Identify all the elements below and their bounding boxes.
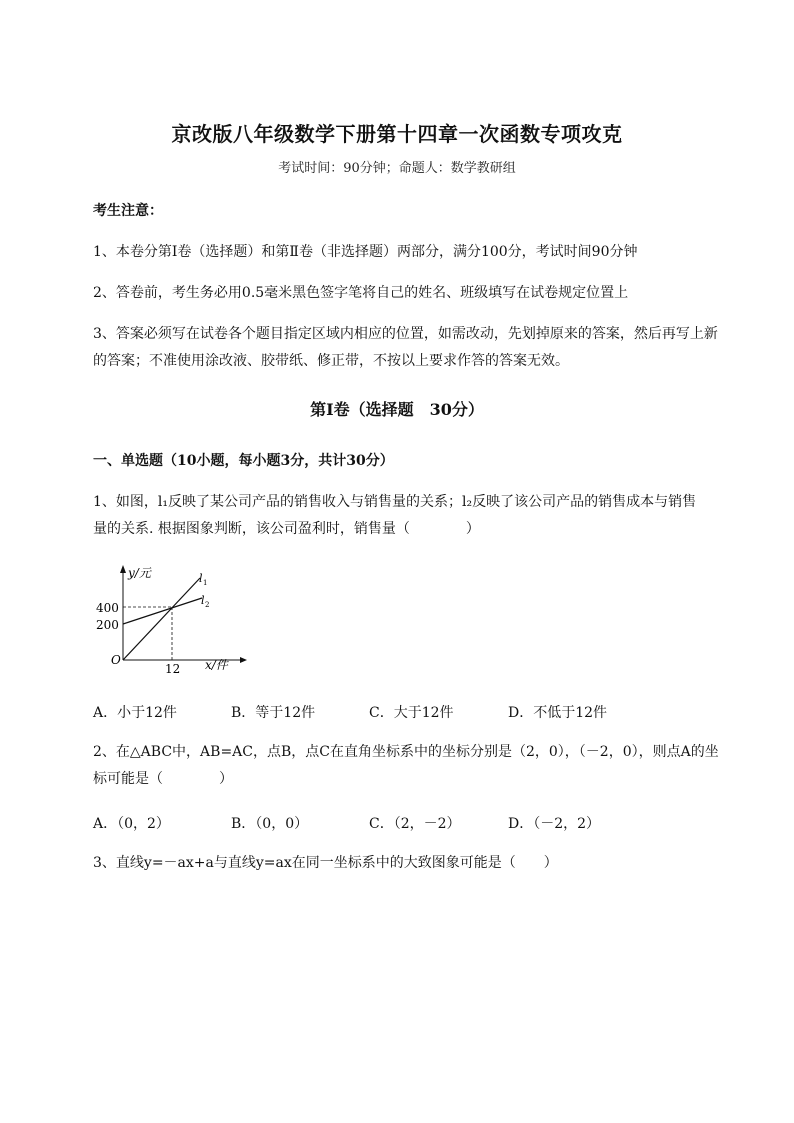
question-1-line-2: 量的关系. 根据图象判断，该公司盈利时，销售量（ ） [93,521,480,537]
origin-label: O [111,653,121,667]
question-1-line-1: 1、如图，l₁反映了某公司产品的销售收入与销售量的关系；l₂反映了该公司产品的销售成本与销售 [93,494,697,510]
line-l2-label: l [201,594,205,607]
y-tick-400: 400 [96,601,119,615]
question-3-line-1: 3、直线y=－ax+a与直线y=ax在同一坐标系中的大致图象可能是（ ） [93,855,558,871]
x-axis-arrow [240,657,247,663]
notice-item-3: 3、答案必须写在试卷各个题目指定区域内相应的位置，如需改动，先划掉原来的答案，然后再写上新 [93,326,718,342]
question-2-option-b[interactable]: B．（0，0） [231,816,309,832]
question-1-option-d[interactable]: D．不低于12件 [508,705,608,721]
line-l1 [123,578,200,660]
part-heading: 一、单选题（10小题，每小题3分，共计30分） [93,453,394,469]
y-axis-arrow [120,565,126,573]
exam-info: 考试时间：90分钟；命题人：数学教研组 [278,161,516,176]
x-axis-label: x/件 [205,658,228,672]
y-tick-200: 200 [96,618,119,632]
question-2-option-a[interactable]: A．（0，2） [93,816,170,832]
section-title: 第I卷（选择题 30分） [310,400,484,419]
question-1-option-b[interactable]: B．等于12件 [231,705,316,721]
line-l1-subscript: 1 [203,579,208,587]
notice-item-1: 1、本卷分第I卷（选择题）和第Ⅱ卷（非选择题）两部分，满分100分，考试时间90分钟 [93,244,638,260]
y-axis-label: y/元 [128,566,151,580]
line-l2-subscript: 2 [205,601,210,609]
question-1-figure [90,560,270,675]
question-2-option-d[interactable]: D．（－2，2） [508,816,601,832]
question-2-line-2: 标可能是（ ） [93,771,233,787]
page-title: 京改版八年级数学下册第十四章一次函数专项攻克 [171,122,623,146]
x-tick-12: 12 [165,662,181,675]
question-1-option-a[interactable]: A．小于12件 [93,705,177,721]
notice-item-2: 2、答卷前，考生务必用0.5毫米黑色签字笔将自己的姓名、班级填写在试卷规定位置上 [93,285,629,301]
notice-item-3-cont: 的答案；不准使用涂改液、胶带纸、修正带，不按以上要求作答的答案无效。 [93,353,569,369]
notice-heading: 考生注意： [93,203,163,219]
question-1-option-c[interactable]: C．大于12件 [369,705,454,721]
question-2-line-1: 2、在△ABC中，AB=AC，点B，点C在直角坐标系中的坐标分别是（2，0），（－2，0），则点A的坐 [93,744,719,760]
question-2-option-c[interactable]: C．（2，－2） [369,816,461,832]
line-l1-label: l [199,572,203,585]
line-l2 [123,598,202,624]
